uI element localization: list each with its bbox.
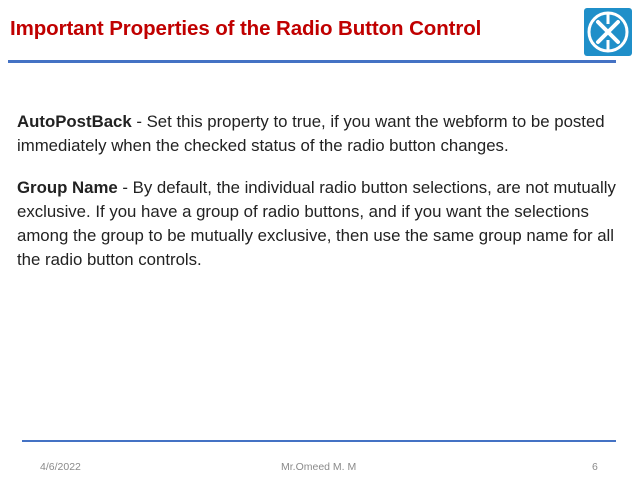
paragraph-group-name xyxy=(17,176,617,272)
description-group-name: - By default, the individual radio button selections, are not mutually exclusive. If you have a group of radio buttons, and if you want the selections among the group to be mutually exclusive, then use the same group name for all the radio button controls. xyxy=(17,178,616,269)
page-number: 6 xyxy=(592,461,598,473)
footer-divider xyxy=(22,440,616,442)
title-divider xyxy=(8,60,616,63)
term-autopostback: AutoPostBack xyxy=(17,112,132,131)
description-autopostback: - Set this property to true, if you want the webform to be posted immediately when the checked status of the radio button changes. xyxy=(17,112,605,155)
footer-author: Mr.Omeed M. M xyxy=(281,461,357,473)
footer-date: 4/6/2022 xyxy=(40,461,81,473)
slide-content xyxy=(17,110,617,290)
institution-logo-icon xyxy=(584,8,632,56)
term-group-name: Group Name xyxy=(17,178,118,197)
slide-title: Important Properties of the Radio Button Control xyxy=(10,17,482,40)
paragraph-autopostback xyxy=(17,110,617,158)
